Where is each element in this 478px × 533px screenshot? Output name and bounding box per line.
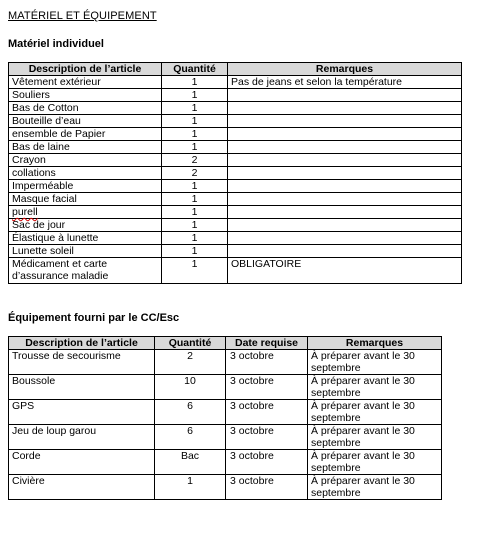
cell-remarks	[228, 180, 462, 193]
cell-description: Masque facial	[9, 193, 162, 206]
cell-remarks: À préparer avant le 30 septembre	[308, 450, 442, 475]
cell-quantity: 1	[162, 141, 228, 154]
individual-equipment-table	[8, 62, 462, 284]
cell-remarks: À préparer avant le 30 septembre	[308, 350, 442, 375]
cell-quantity: 1	[162, 102, 228, 115]
section-title-provided	[8, 312, 179, 324]
column-header-remarks: Remarques	[228, 63, 462, 76]
table-row	[9, 450, 442, 475]
cell-date: 3 octobre	[226, 350, 308, 375]
cell-quantity: 1	[162, 115, 228, 128]
cell-description: Sac de jour	[9, 219, 162, 232]
column-header-description: Description de l’article	[9, 63, 162, 76]
cell-description: Corde	[9, 450, 155, 475]
cell-remarks	[228, 245, 462, 258]
cell-description: Jeu de loup garou	[9, 425, 155, 450]
cell-quantity: 1	[162, 76, 228, 89]
cell-remarks	[228, 219, 462, 232]
cell-remarks	[228, 206, 462, 219]
table-row	[9, 193, 462, 206]
cell-quantity: 1	[162, 219, 228, 232]
provided-equipment-table	[8, 336, 442, 500]
table-row	[9, 141, 462, 154]
cell-quantity: 2	[155, 350, 226, 375]
table-header-row	[9, 63, 462, 76]
cell-quantity: 1	[162, 89, 228, 102]
cell-quantity: 1	[162, 128, 228, 141]
cell-remarks: À préparer avant le 30 septembre	[308, 425, 442, 450]
cell-remarks: OBLIGATOIRE	[228, 258, 462, 284]
cell-description: Bouteille d’eau	[9, 115, 162, 128]
cell-quantity: 1	[162, 258, 228, 284]
table-row	[9, 154, 462, 167]
cell-description: Médicament et carte d’assurance maladie	[9, 258, 162, 284]
cell-description: Imperméable	[9, 180, 162, 193]
cell-description: ensemble de Papier	[9, 128, 162, 141]
column-header-quantity: Quantité	[162, 63, 228, 76]
page-title: MATÉRIEL ET ÉQUIPEMENT	[8, 10, 157, 22]
table-row	[9, 475, 442, 500]
cell-remarks	[228, 128, 462, 141]
table-row	[9, 232, 462, 245]
cell-description: Crayon	[9, 154, 162, 167]
cell-remarks: À préparer avant le 30 septembre	[308, 400, 442, 425]
table-row	[9, 167, 462, 180]
table-row	[9, 102, 462, 115]
table-row	[9, 425, 442, 450]
column-header-description: Description de l’article	[9, 337, 155, 350]
cell-quantity: 1	[162, 206, 228, 219]
cell-date: 3 octobre	[226, 400, 308, 425]
table-row	[9, 206, 462, 219]
cell-remarks: Pas de jeans et selon la température	[228, 76, 462, 89]
table-row	[9, 76, 462, 89]
cell-quantity: 2	[162, 167, 228, 180]
cell-remarks	[228, 232, 462, 245]
cell-quantity: 6	[155, 425, 226, 450]
cell-remarks: À préparer avant le 30 septembre	[308, 375, 442, 400]
cell-quantity: 6	[155, 400, 226, 425]
cell-description: Vêtement extérieur	[9, 76, 162, 89]
cell-remarks	[228, 115, 462, 128]
table-row	[9, 219, 462, 232]
cell-description: Civière	[9, 475, 155, 500]
table-header-row	[9, 337, 442, 350]
cell-description: Boussole	[9, 375, 155, 400]
cell-quantity: 1	[162, 232, 228, 245]
table-row	[9, 128, 462, 141]
cell-remarks	[228, 89, 462, 102]
cell-quantity: 2	[162, 154, 228, 167]
column-header-quantity: Quantité	[155, 337, 226, 350]
cell-description: purell	[9, 206, 162, 219]
table-row	[9, 245, 462, 258]
cell-date: 3 octobre	[226, 425, 308, 450]
cell-description: Souliers	[9, 89, 162, 102]
cell-description: collations	[9, 167, 162, 180]
section-title-individual: Matériel individuel	[8, 38, 104, 50]
table-row	[9, 258, 462, 284]
cell-remarks	[228, 154, 462, 167]
cell-remarks: À préparer avant le 30 septembre	[308, 475, 442, 500]
column-header-remarks: Remarques	[308, 337, 442, 350]
cell-description: Bas de Cotton	[9, 102, 162, 115]
table-row	[9, 89, 462, 102]
cell-remarks	[228, 102, 462, 115]
cell-quantity: 1	[162, 245, 228, 258]
cell-remarks	[228, 141, 462, 154]
cell-description: Élastique à lunette	[9, 232, 162, 245]
cell-date: 3 octobre	[226, 475, 308, 500]
column-header-date: Date requise	[226, 337, 308, 350]
cell-description: Bas de laine	[9, 141, 162, 154]
table-row	[9, 180, 462, 193]
cell-remarks	[228, 167, 462, 180]
table-row	[9, 375, 442, 400]
cell-quantity: 1	[162, 180, 228, 193]
cell-quantity: 1	[162, 193, 228, 206]
cell-date: 3 octobre	[226, 375, 308, 400]
cell-remarks	[228, 193, 462, 206]
cell-description: Lunette soleil	[9, 245, 162, 258]
cell-description: GPS	[9, 400, 155, 425]
cell-quantity: 1	[155, 475, 226, 500]
cell-quantity: Bac	[155, 450, 226, 475]
table-row	[9, 350, 442, 375]
table-row	[9, 115, 462, 128]
cell-description: Trousse de secourisme	[9, 350, 155, 375]
cell-quantity: 10	[155, 375, 226, 400]
table-row	[9, 400, 442, 425]
section-title-provided-text: Équipement fourni par le CC/Esc	[8, 312, 180, 324]
cell-date: 3 octobre	[226, 450, 308, 475]
